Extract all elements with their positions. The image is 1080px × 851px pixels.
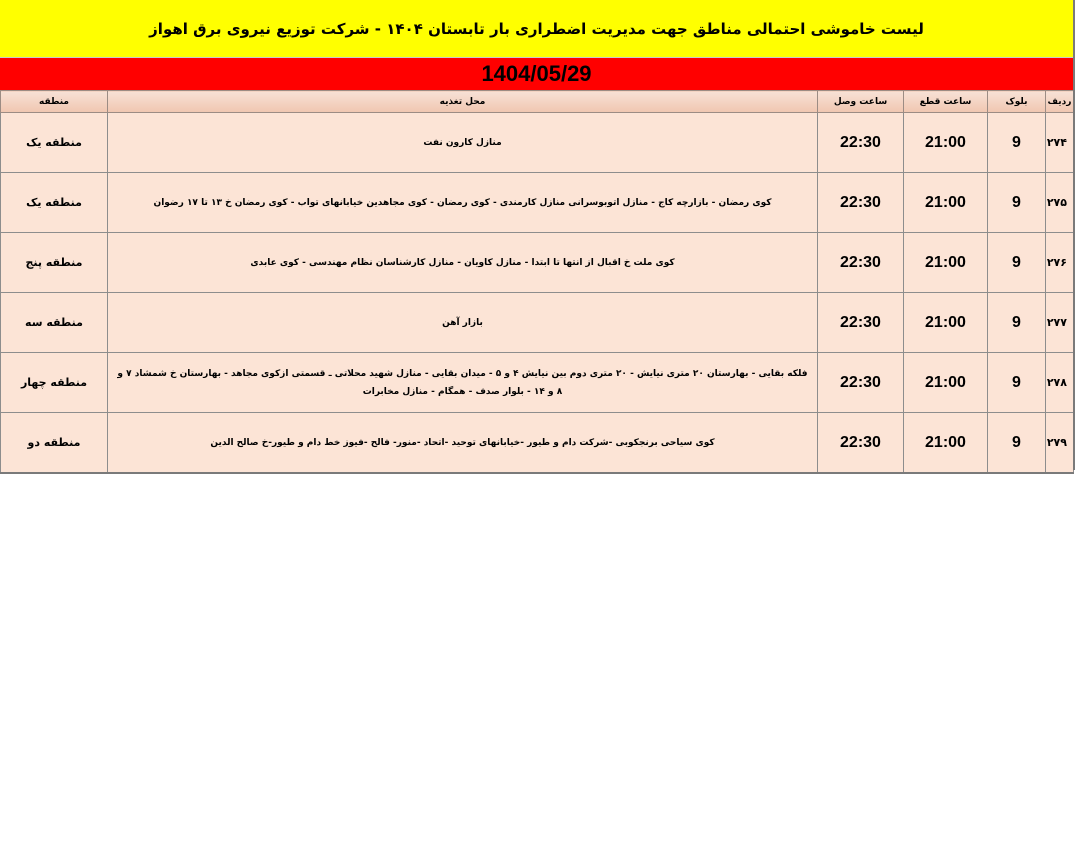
row-region: منطقه دو [1, 413, 108, 474]
header-row-number: ردیف [1046, 91, 1074, 113]
row-connect-time: 22:30 [818, 113, 904, 173]
sheet-right-border [1073, 0, 1075, 470]
table-row [1, 113, 1074, 173]
row-block: 9 [988, 113, 1046, 173]
row-number: ۲۷۹ [1046, 413, 1074, 474]
row-connect-time: 22:30 [818, 233, 904, 293]
row-region: منطقه یک [1, 113, 108, 173]
row-block: 9 [988, 233, 1046, 293]
row-location: فلکه بقایی - بهارستان ۲۰ متری نیایش - ۲۰ متری دوم بین نیایش ۴ و ۵ - میدان بقایی - منازل شهید محلاتی ـ قسمتی ازکوی مجاهد - بهارستان خ شمشاد ۷ و ۸ و ۱۴ - بلوار صدف - همگام - منازل مخابرات [108, 353, 818, 413]
row-number: ۲۷۸ [1046, 353, 1074, 413]
row-block: 9 [988, 293, 1046, 353]
table-header-row [1, 91, 1074, 113]
row-region: منطقه پنج [1, 233, 108, 293]
row-block: 9 [988, 353, 1046, 413]
header-region: منطقه [1, 91, 108, 113]
row-cut-time: 21:00 [904, 113, 988, 173]
row-cut-time: 21:00 [904, 293, 988, 353]
sheet-date: 1404/05/29 [0, 58, 1073, 91]
row-region: منطقه یک [1, 173, 108, 233]
table-row [1, 353, 1074, 413]
table-row [1, 173, 1074, 233]
row-number: ۲۷۴ [1046, 113, 1074, 173]
row-region: منطقه سه [1, 293, 108, 353]
row-number: ۲۷۵ [1046, 173, 1074, 233]
row-cut-time: 21:00 [904, 233, 988, 293]
header-block: بلوک [988, 91, 1046, 113]
table-row [1, 233, 1074, 293]
row-number: ۲۷۶ [1046, 233, 1074, 293]
row-connect-time: 22:30 [818, 293, 904, 353]
table-row [1, 293, 1074, 353]
row-block: 9 [988, 413, 1046, 474]
outage-table [0, 90, 1074, 474]
row-cut-time: 21:00 [904, 353, 988, 413]
row-cut-time: 21:00 [904, 413, 988, 474]
row-connect-time: 22:30 [818, 413, 904, 474]
row-number: ۲۷۷ [1046, 293, 1074, 353]
table-row [1, 413, 1074, 474]
row-location: کوی رمضان - بازارچه کاج - منازل اتوبوسرانی منازل کارمندی - کوی رمضان - کوی مجاهدین خیابانهای تواب - کوی رمضان خ ۱۳ تا ۱۷ رضوان [108, 173, 818, 233]
header-cut-time: ساعت قطع [904, 91, 988, 113]
row-block: 9 [988, 173, 1046, 233]
row-location: بازار آهن [108, 293, 818, 353]
row-region: منطقه چهار [1, 353, 108, 413]
header-location: محل تغذیه [108, 91, 818, 113]
row-connect-time: 22:30 [818, 353, 904, 413]
row-location: کوی ملت خ اقبال از انتها تا ابتدا - منازل کاویان - منازل کارشناسان نظام مهندسی - کوی عابدی [108, 233, 818, 293]
sheet-title: لیست خاموشی احتمالی مناطق جهت مدیریت اضطراری بار تابستان ۱۴۰۴ - شرکت توزیع نیروی برق اهواز [0, 0, 1073, 58]
row-cut-time: 21:00 [904, 173, 988, 233]
row-connect-time: 22:30 [818, 173, 904, 233]
row-location: کوی سیاحی برنجکوبی -شرکت دام و طیور -خیابانهای توحید -اتحاد -منور- فالح -فیوز خط دام و طیور-خ صالح الدین [108, 413, 818, 474]
header-connect-time: ساعت وصل [818, 91, 904, 113]
row-location: منازل کارون نفت [108, 113, 818, 173]
